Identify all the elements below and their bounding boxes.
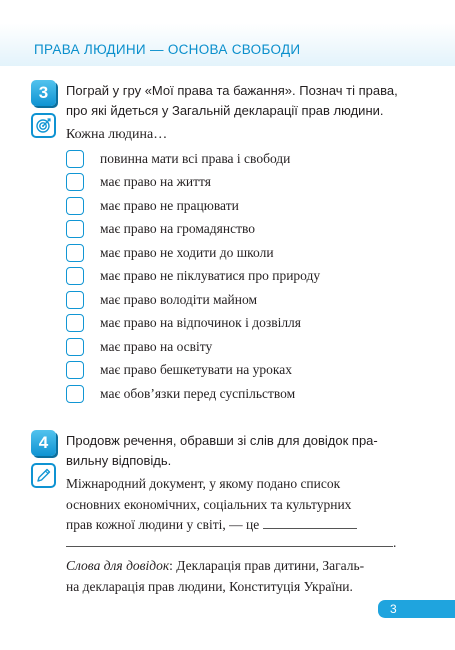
option-checkbox[interactable] <box>66 150 84 168</box>
page-number: 3 <box>390 602 397 616</box>
option-label: має обов’язки перед суспільством <box>100 385 296 401</box>
option-item[interactable] <box>66 382 320 406</box>
option-label: має право на життя <box>100 174 211 190</box>
option-checkbox[interactable] <box>66 361 84 379</box>
option-label: має право на освіту <box>100 338 213 354</box>
option-checkbox[interactable] <box>66 314 84 332</box>
task-number-3: 3 <box>31 80 56 106</box>
option-label: має право на відпочинок і дозвілля <box>100 315 302 331</box>
option-checkbox[interactable] <box>66 291 84 309</box>
option-checkbox[interactable] <box>66 267 84 285</box>
answer-blank-2[interactable] <box>66 546 393 547</box>
page-section-title: ПРАВА ЛЮДИНИ — ОСНОВА СВОБОДИ <box>34 42 301 57</box>
option-label: має право не піклуватися про природу <box>100 268 321 284</box>
words-line1 <box>66 556 401 577</box>
task3-options-list <box>66 147 320 406</box>
option-checkbox[interactable] <box>66 338 84 356</box>
option-label: має право не працювати <box>100 197 239 213</box>
task3-lead: Кожна людина… <box>66 127 168 142</box>
task4-instruction-line2: вильну відповідь. <box>66 453 172 468</box>
task3-instruction-line2: про які йдеться у Загальній декларації прав людини. <box>66 103 384 118</box>
task3-instruction-line1: Пограй у гру «Мої права та бажання». Познач ті права, <box>66 83 398 98</box>
words-label: Слова для довідок <box>66 558 170 573</box>
option-item[interactable] <box>66 312 320 336</box>
option-item[interactable] <box>66 359 320 383</box>
option-checkbox[interactable] <box>66 197 84 215</box>
sentence-end-period: . <box>393 535 397 550</box>
option-label: має право не ходити до школи <box>100 244 274 260</box>
task4-sentence <box>66 474 401 536</box>
option-item[interactable] <box>66 241 320 265</box>
task3-instruction <box>66 81 406 121</box>
option-checkbox[interactable] <box>66 220 84 238</box>
sentence-line3 <box>66 515 401 536</box>
option-item[interactable] <box>66 218 320 242</box>
option-label: повинна мати всі права і свободи <box>100 150 291 166</box>
target-icon <box>31 113 56 138</box>
pencil-icon <box>31 463 56 488</box>
task4-instruction <box>66 431 406 471</box>
words-line1-text: : Декларація прав дитини, Загаль- <box>169 558 365 573</box>
option-label: має право бешкетувати на уроках <box>100 362 293 378</box>
option-label: має право володіти майном <box>100 291 257 307</box>
task-number-4: 4 <box>31 430 56 456</box>
sentence-line2: основних економічних, соціальних та культурних <box>66 496 352 512</box>
option-item[interactable] <box>66 335 320 359</box>
option-item[interactable] <box>66 194 320 218</box>
option-label: має право на громадянство <box>100 221 256 237</box>
option-item[interactable] <box>66 265 320 289</box>
sentence-line3-text: прав кожної людини у світі, — це <box>66 517 260 532</box>
option-item[interactable] <box>66 288 320 312</box>
answer-blank-1[interactable] <box>263 516 357 529</box>
words-line2: на декларація прав людини, Конституція України. <box>66 578 353 594</box>
option-checkbox[interactable] <box>66 173 84 191</box>
task4-instruction-line1: Продовж речення, обравши зі слів для довідок пра- <box>66 433 378 448</box>
option-item[interactable] <box>66 147 320 171</box>
sentence-line1: Міжнародний документ, у якому подано список <box>66 476 341 491</box>
option-item[interactable] <box>66 171 320 195</box>
option-checkbox[interactable] <box>66 244 84 262</box>
option-checkbox[interactable] <box>66 385 84 403</box>
task4-words <box>66 556 401 597</box>
